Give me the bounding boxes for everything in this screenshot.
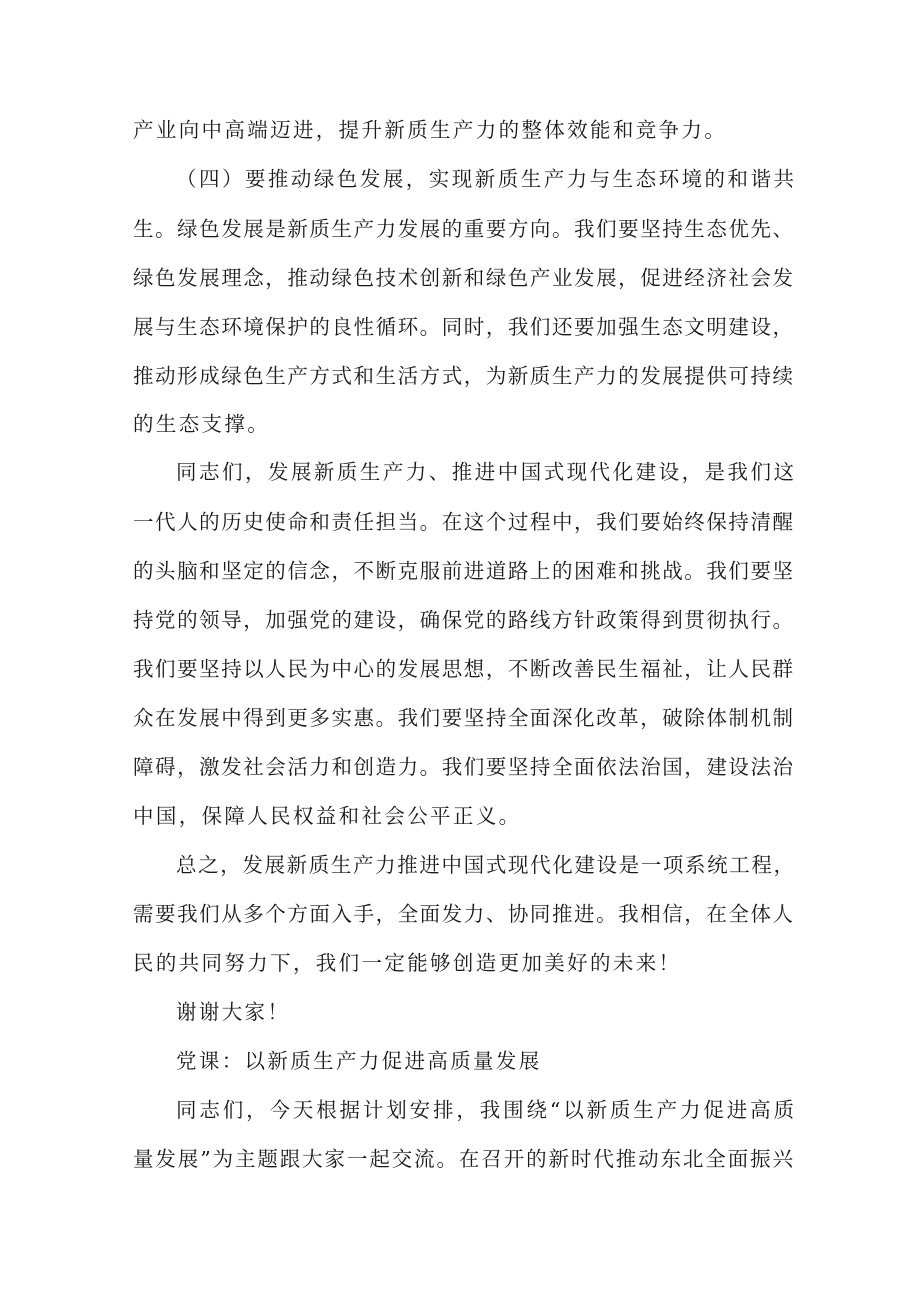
text-line: 生。绿色发展是新质生产力发展的重要方向。我们要坚持生态优先、 bbox=[133, 217, 793, 241]
text-line: 需要我们从多个方面入手，全面发力、协同推进。我相信，在全体人 bbox=[133, 902, 793, 926]
section-heading: 党课：以新质生产力促进高质量发展 bbox=[176, 1049, 542, 1073]
text-line: 量发展”为主题跟大家一起交流。在召开的新时代推动东北全面振兴 bbox=[133, 1147, 793, 1171]
text-line: 众在发展中得到更多实惠。我们要坚持全面深化改革，破除体制机制 bbox=[133, 706, 793, 730]
text-line: 一代人的历史使命和责任担当。在这个过程中，我们要始终保持清醒 bbox=[133, 510, 793, 534]
text-line: 产业向中高端迈进，提升新质生产力的整体效能和竞争力。 bbox=[133, 118, 728, 142]
text-line: 展与生态环境保护的良性循环。同时，我们还要加强生态文明建设， bbox=[133, 315, 793, 339]
text-line: 的生态支撑。 bbox=[133, 412, 271, 436]
text-line: 民的共同努力下，我们一定能够创造更加美好的未来！ bbox=[133, 951, 682, 975]
text-line: 绿色发展理念，推动绿色技术创新和绿色产业发展，促进经济社会发 bbox=[133, 266, 793, 290]
text-line: 总之，发展新质生产力推进中国式现代化建设是一项系统工程， bbox=[176, 853, 794, 877]
text-line: 我们要坚持以人民为中心的发展思想，不断改善民生福祉，让人民群 bbox=[133, 657, 793, 681]
text-line: 的头脑和坚定的信念，不断克服前进道路上的困难和挑战。我们要坚 bbox=[133, 559, 793, 583]
text-line: 同志们，今天根据计划安排，我围绕“以新质生产力促进高质 bbox=[176, 1098, 794, 1122]
text-line: 障碍，激发社会活力和创造力。我们要坚持全面依法治国，建设法治 bbox=[133, 755, 793, 779]
text-line: 推动形成绿色生产方式和生活方式，为新质生产力的发展提供可持续 bbox=[133, 364, 793, 388]
text-line: （四）要推动绿色发展，实现新质生产力与生态环境的和谐共 bbox=[176, 167, 794, 191]
text-line: 持党的领导，加强党的建设，确保党的路线方针政策得到贯彻执行。 bbox=[133, 608, 793, 632]
text-line: 同志们，发展新质生产力、推进中国式现代化建设，是我们这 bbox=[176, 460, 794, 484]
text-line: 中国，保障人民权益和社会公平正义。 bbox=[133, 804, 522, 828]
text-line: 谢谢大家！ bbox=[176, 1000, 291, 1024]
